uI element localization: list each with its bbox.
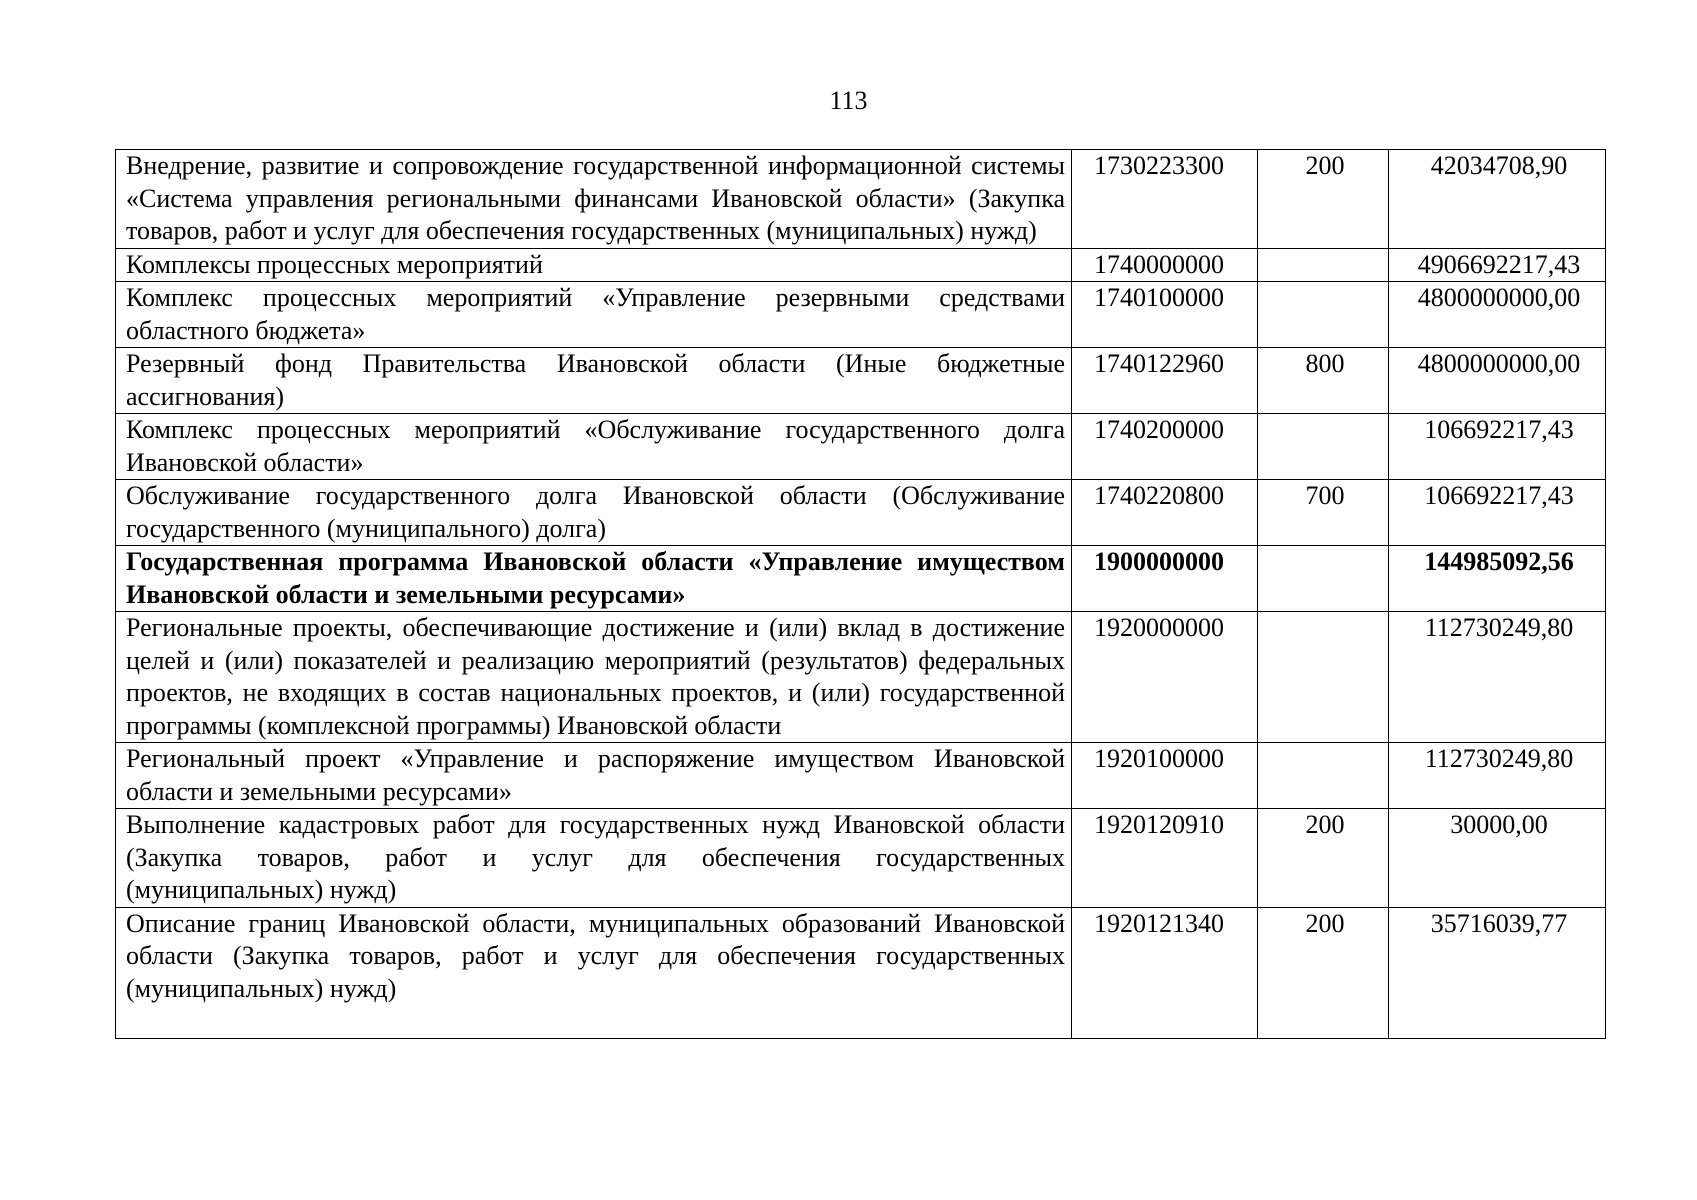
row-type: 700 <box>1258 480 1389 546</box>
row-type <box>1258 612 1389 743</box>
row-name: Государственная программа Ивановской области «Управление имуществом Ивановской области и земельными ресурсами» <box>116 546 1072 612</box>
row-type: 200 <box>1258 809 1389 908</box>
row-type: 200 <box>1258 907 1389 1038</box>
row-name: Выполнение кадастровых работ для государственных нужд Ивановской области (Закупка товаров, работ и услуг для обеспечения государственных (муниципальных) нужд) <box>116 809 1072 908</box>
row-amount: 42034708,90 <box>1389 150 1606 249</box>
row-code: 1730223300 <box>1072 150 1258 249</box>
row-code: 1920100000 <box>1072 743 1258 809</box>
row-code: 1900000000 <box>1072 546 1258 612</box>
budget-table <box>115 149 1606 1039</box>
row-type <box>1258 546 1389 612</box>
row-code: 1740200000 <box>1072 414 1258 480</box>
row-name: Региональные проекты, обеспечивающие достижение и (или) вклад в достижение целей и (или) показателей и реализацию мероприятий (результатов) федеральных проектов, не входящих в состав национальных проектов, и (или) государственной программы (комплексной программы) Ивановской области <box>116 612 1072 743</box>
table-row <box>116 480 1606 546</box>
row-name: Обслуживание государственного долга Ивановской области (Обслуживание государственного (муниципального) долга) <box>116 480 1072 546</box>
row-amount: 144985092,56 <box>1389 546 1606 612</box>
row-amount: 4800000000,00 <box>1389 282 1606 348</box>
row-code: 1920121340 <box>1072 907 1258 1038</box>
row-type <box>1258 414 1389 480</box>
row-name: Комплекс процессных мероприятий «Обслуживание государственного долга Ивановской области» <box>116 414 1072 480</box>
row-amount: 106692217,43 <box>1389 414 1606 480</box>
row-name: Описание границ Ивановской области, муниципальных образований Ивановской области (Закупка товаров, работ и услуг для обеспечения государственных (муниципальных) нужд) <box>116 907 1072 1038</box>
row-name: Региональный проект «Управление и распоряжение имуществом Ивановской области и земельными ресурсами» <box>116 743 1072 809</box>
table-row <box>116 546 1606 612</box>
table-row <box>116 612 1606 743</box>
row-type <box>1258 282 1389 348</box>
row-amount: 112730249,80 <box>1389 612 1606 743</box>
table-row <box>116 743 1606 809</box>
row-type: 800 <box>1258 348 1389 414</box>
row-amount: 35716039,77 <box>1389 907 1606 1038</box>
row-code: 1920000000 <box>1072 612 1258 743</box>
row-code: 1740122960 <box>1072 348 1258 414</box>
row-name: Комплекс процессных мероприятий «Управление резервными средствами областного бюджета» <box>116 282 1072 348</box>
row-code: 1740100000 <box>1072 282 1258 348</box>
table-row <box>116 348 1606 414</box>
table-row <box>116 150 1606 249</box>
row-amount: 112730249,80 <box>1389 743 1606 809</box>
row-amount: 4800000000,00 <box>1389 348 1606 414</box>
table-row <box>116 414 1606 480</box>
row-name: Резервный фонд Правительства Ивановской области (Иные бюджетные ассигнования) <box>116 348 1072 414</box>
row-code: 1740220800 <box>1072 480 1258 546</box>
row-type <box>1258 743 1389 809</box>
row-amount: 106692217,43 <box>1389 480 1606 546</box>
table-row <box>116 907 1606 1038</box>
page-number: 113 <box>829 86 868 115</box>
row-amount: 30000,00 <box>1389 809 1606 908</box>
row-name: Внедрение, развитие и сопровождение государственной информационной системы «Система управления региональными финансами Ивановской области» (Закупка товаров, работ и услуг для обеспечения государственных (муниципальных) нужд) <box>116 150 1072 249</box>
row-code: 1920120910 <box>1072 809 1258 908</box>
row-amount: 4906692217,43 <box>1389 248 1606 282</box>
row-type: 200 <box>1258 150 1389 249</box>
table-row <box>116 282 1606 348</box>
table-row <box>116 809 1606 908</box>
row-type <box>1258 248 1389 282</box>
row-name: Комплексы процессных мероприятий <box>116 248 1072 282</box>
row-code: 1740000000 <box>1072 248 1258 282</box>
table-row <box>116 248 1606 282</box>
